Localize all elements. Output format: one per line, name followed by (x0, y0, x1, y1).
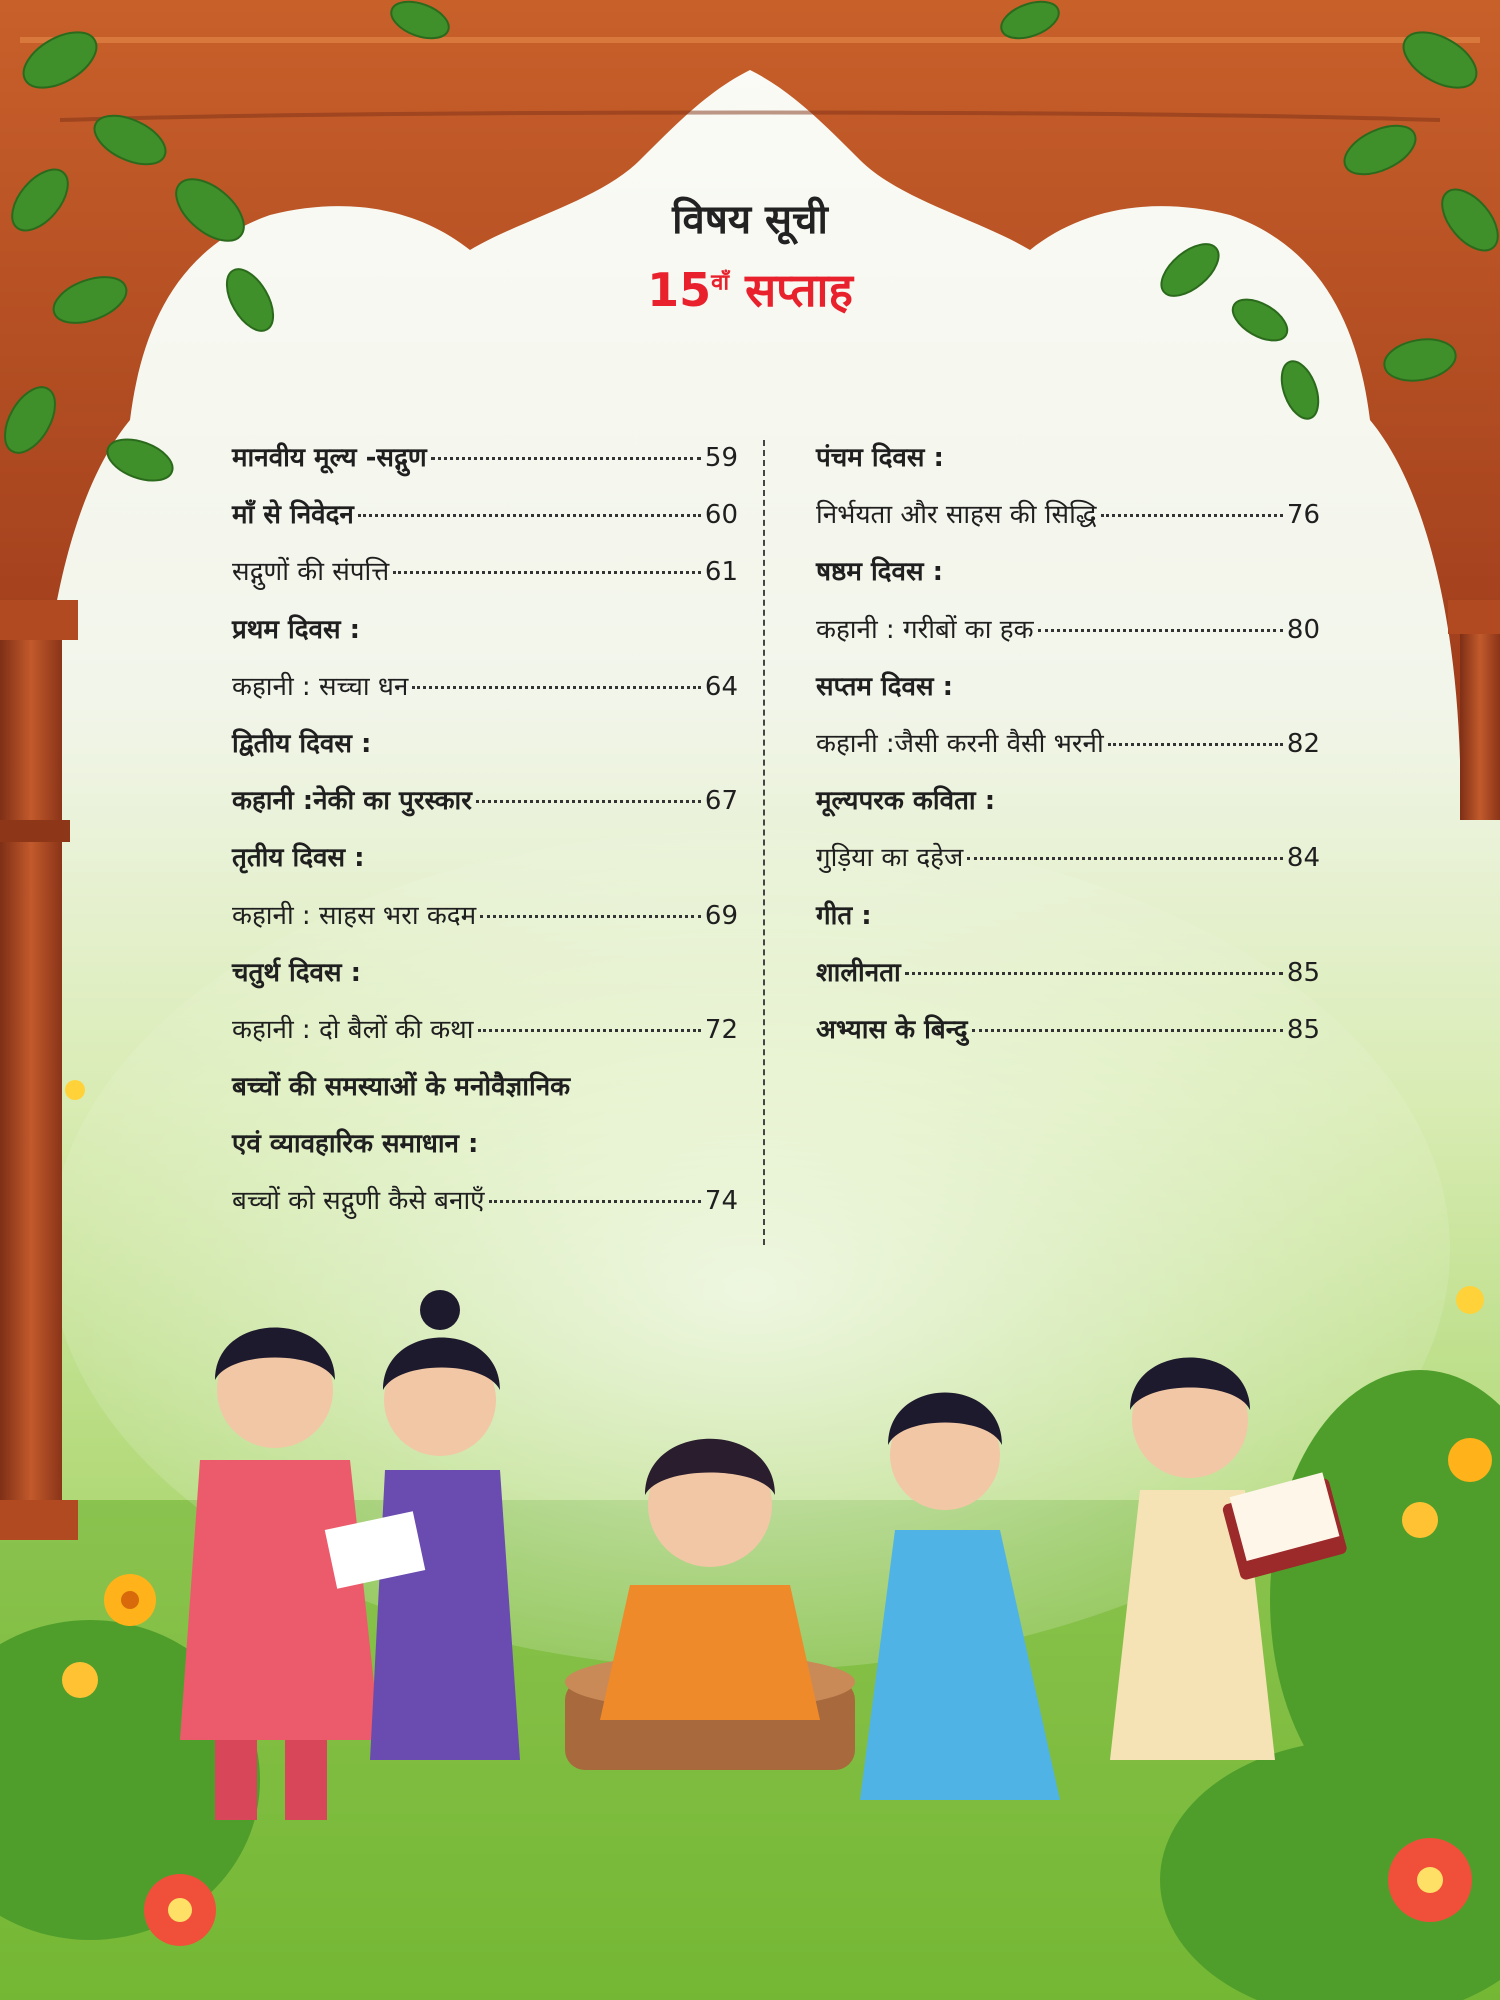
toc-entry-page: 61 (704, 557, 738, 588)
week-suffix: वाँ (711, 270, 730, 296)
toc-entry-title: षष्ठम दिवस : (816, 557, 943, 588)
toc-entry-page: 74 (704, 1186, 738, 1217)
toc-entry (232, 888, 738, 945)
toc-entry (232, 773, 738, 830)
toc-entry-title: बच्चों की समस्याओं के मनोवैज्ञानिक (232, 1072, 571, 1103)
toc-entry (232, 1173, 738, 1230)
toc-entry-title: द्वितीय दिवस : (232, 728, 372, 759)
toc-entry-title: सप्तम दिवस : (816, 671, 954, 702)
toc-entry-title: कहानी :जैसी करनी वैसी भरनी (816, 728, 1104, 759)
toc-entry-title: चतुर्थ दिवस : (232, 957, 362, 988)
toc-entry-title: माँ से निवेदन (232, 500, 354, 531)
toc-leader-dots (1108, 743, 1283, 746)
toc-entry-page: 84 (1286, 843, 1320, 874)
toc-entry-page: 67 (704, 786, 738, 817)
toc-entry (232, 602, 738, 659)
toc-leader-dots (972, 1029, 1283, 1032)
toc-leader-dots (480, 915, 701, 918)
toc-entry-title: कहानी : सच्चा धन (232, 671, 409, 702)
toc-entry-title: मूल्यपरक कविता : (816, 786, 996, 817)
toc-entry-title: शालीनता (816, 957, 901, 988)
toc-entry-page: 82 (1286, 728, 1320, 759)
toc-entry (816, 830, 1320, 887)
toc-entry (232, 830, 738, 887)
toc-entry-title: सद्गुणों की संपत्ति (232, 557, 390, 588)
toc-entry-title: बच्चों को सद्गुणी कैसे बनाएँ (232, 1186, 485, 1217)
toc-leader-dots (1038, 629, 1283, 632)
toc-entry (816, 659, 1320, 716)
toc-entry (816, 888, 1320, 945)
toc-entry-title: कहानी : दो बैलों की कथा (232, 1014, 474, 1045)
toc-entry (816, 1002, 1320, 1059)
toc-entry-page: 69 (704, 900, 738, 931)
toc-leader-dots (967, 857, 1283, 860)
pillar-icon (0, 620, 62, 1540)
toc-entry-page: 85 (1286, 957, 1320, 988)
toc-entry-page: 64 (704, 671, 738, 702)
toc-entry (816, 945, 1320, 1002)
toc-entry (232, 659, 738, 716)
toc-entry (232, 544, 738, 601)
toc-entry-page: 60 (704, 500, 738, 531)
toc-entry (816, 430, 1320, 487)
toc-entry-title: मानवीय मूल्य -सद्गुण (232, 443, 427, 473)
toc-entry-title: एवं व्यावहारिक समाधान : (232, 1129, 479, 1160)
toc-entry (232, 430, 738, 487)
toc-entry (232, 1059, 738, 1116)
toc-entry (816, 773, 1320, 830)
toc-entry (816, 716, 1320, 773)
toc-entry-page: 72 (704, 1014, 738, 1045)
toc-entry (816, 487, 1320, 544)
toc-entry (232, 945, 738, 1002)
toc-leader-dots (1101, 514, 1283, 517)
toc-entry-page: 80 (1286, 614, 1320, 645)
toc-right-column (816, 430, 1320, 1059)
toc-entry-title: अभ्यास के बिन्दु (816, 1014, 968, 1045)
toc-entry (232, 1002, 738, 1059)
toc-entry-title: कहानी :नेकी का पुरस्कार (232, 786, 472, 817)
toc-entry-title: निर्भयता और साहस की सिद्धि (816, 500, 1097, 531)
toc-entry-page: 85 (1286, 1014, 1320, 1045)
week-heading (0, 258, 1500, 320)
toc-entry-title: गुड़िया का दहेज (816, 843, 964, 874)
week-label: सप्ताह (745, 263, 853, 317)
toc-entry-title: तृतीय दिवस : (232, 843, 365, 874)
toc-entry-page: 76 (1286, 500, 1320, 531)
toc-entry-title: प्रथम दिवस : (232, 614, 361, 645)
toc-entry (816, 602, 1320, 659)
toc-leader-dots (393, 571, 701, 574)
column-divider (763, 440, 765, 1245)
toc-entry (232, 1116, 738, 1173)
page-title: विषय सूची (672, 197, 828, 243)
toc-leader-dots (412, 686, 701, 689)
toc-entry (232, 487, 738, 544)
toc-leader-dots (478, 1029, 701, 1032)
toc-leader-dots (358, 514, 701, 517)
toc-entry-page: 59 (704, 443, 738, 473)
toc-leader-dots (431, 457, 701, 460)
toc-entry-title: पंचम दिवस : (816, 443, 944, 473)
toc-left-column (232, 430, 738, 1231)
toc-entry-title: गीत : (816, 900, 872, 931)
toc-entry (816, 544, 1320, 601)
week-number: 15 (647, 263, 712, 317)
toc-leader-dots (905, 972, 1283, 975)
toc-entry (232, 716, 738, 773)
toc-leader-dots (476, 800, 701, 803)
toc-leader-dots (489, 1200, 701, 1203)
toc-entry-title: कहानी : साहस भरा कदम (232, 900, 477, 931)
toc-entry-title: कहानी : गरीबों का हक (816, 614, 1034, 645)
